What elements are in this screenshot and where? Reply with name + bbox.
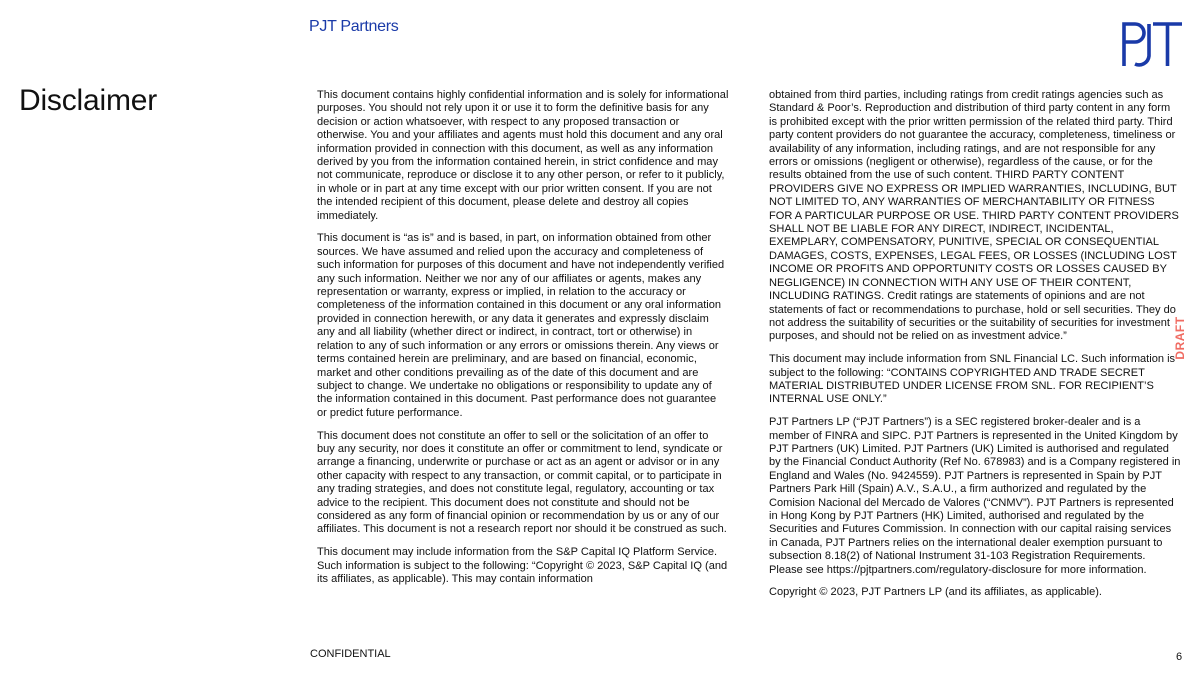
disclaimer-paragraph: PJT Partners LP (“PJT Partners”) is a SEC registered broker-dealer and is a member of FINRA and SIPC. PJT Partners is represented in the United Kingdom by PJT Partners (UK) Limited. PJT Partners (UK) Limited is authorised and regulated by the Financial Conduct Authority (Ref No. 678983) and is a Company registered in England and Wales (No. 9424559). PJT Partners is represented in Spain by PJT Partners Park Hill (Spain) A.V., S.A.U., a firm authorized and regulated by the Comision Nacional del Mercado de Valores (“CNMV”). PJT Partners is represented in Hong Kong by PJT Partners (HK) Limited, authorised and regulated by the Securities and Futures Commission. In connection with our capital raising services in Canada, PJT Partners relies on the international dealer exemption pursuant to subsection 8.18(2) of National Instrument 31-103 Registration Requirements. Please see https://pjtpartners.com/regulatory-disclosure for more information. bbox=[769, 416, 1181, 576]
draft-watermark: DRAFT bbox=[1173, 316, 1187, 360]
disclaimer-paragraph: This document does not constitute an offer to sell or the solicitation of an offer to buy any security, nor does it constitute an offer or commitment to lend, syndicate or arrange a financing, underwrite or purchase or act as an agent or advisor or in any other capacity with respect to any transaction, or commit capital, or to participate in any trading strategies, and does not constitute legal, regulatory, accounting or tax advice to the recipient. This document does not constitute and should not be considered as any form of financial opinion or recommendation by us or any of our affiliates. This document is not a research report nor should it be construed as such. bbox=[317, 429, 727, 536]
disclaimer-paragraph: This document contains highly confidential information and is solely for informational purposes. You should not rely upon it or use it to form the definitive basis for any decision or action whatsoever, with respect to any proposed transaction or otherwise. You and your affiliates and agents must hold this document and any oral information provided in connection with this document, as well as any information derived by you from the information contained herein, in strict confidence and may not communicate, reproduce or disclose it to any other person, or refer to it publicly, in whole or in part at any time except with our prior written consent. If you are not the intended recipient of this document, please delete and destroy all copies immediately. bbox=[317, 89, 729, 222]
disclaimer-column-right bbox=[769, 89, 1181, 609]
disclaimer-paragraph: This document is “as is” and is based, in part, on information obtained from other sources. We have assumed and relied upon the accuracy and completeness of such information for purposes of this document and have not independently verified any such information. Neither we nor any of our affiliates or agents, makes any representation or warranty, express or implied, in relation to the accuracy or completeness of the information contained in this document or any oral information provided in connection herewith, or any data it generates and expressly disclaim any and all liability (whether direct or indirect, in contract, tort or otherwise) in relation to any of such information or any errors or omissions therein. Any views or terms contained herein are preliminary, and are based on financial, economic, market and other conditions prevailing as of the date of this document and are subject to change. We undertake no obligations or responsibility to update any of the information contained in this document. Past performance does not guarantee or predict future performance. bbox=[317, 232, 725, 419]
disclaimer-paragraph: Copyright © 2023, PJT Partners LP (and its affiliates, as applicable). bbox=[769, 586, 1102, 599]
disclaimer-paragraph: This document may include information from the S&P Capital IQ Platform Service. Such information is subject to the following: “Copyright © 2023, S&P Capital IQ (and its affiliates, as applicable). This may contain information bbox=[317, 546, 728, 585]
page-title: Disclaimer bbox=[19, 84, 158, 117]
disclaimer-column-left bbox=[317, 89, 729, 596]
disclaimer-paragraph: This document may include information from SNL Financial LC. Such information is subject to the following: “CONTAINS COPYRIGHTED AND TRADE SECRET MATERIAL DISTRIBUTED UNDER LICENSE FROM SNL. FOR RECIPIENT’S INTERNAL USE ONLY.” bbox=[769, 353, 1176, 406]
confidential-label: CONFIDENTIAL bbox=[310, 648, 391, 660]
page-number: 6 bbox=[1176, 651, 1183, 663]
pjt-logo-icon bbox=[1121, 20, 1185, 68]
brand-header: PJT Partners bbox=[309, 18, 399, 35]
disclaimer-paragraph: obtained from third parties, including ratings from credit ratings agencies such as Standard & Poor’s. Reproduction and distribution of third party content in any form is prohibited except with the prior written permission of the related third party. Third party content providers do not guarantee the accuracy, completeness, timeliness or availability of any information, including ratings, and are not responsible for any errors or omissions (negligent or otherwise), regardless of the cause, or for the results obtained from the use of such content. THIRD PARTY CONTENT PROVIDERS GIVE NO EXPRESS OR IMPLIED WARRANTIES, INCLUDING, BUT NOT LIMITED TO, ANY WARRANTIES OF MERCHANTABILITY OR FITNESS FOR A PARTICULAR PURPOSE OR USE. THIRD PARTY CONTENT PROVIDERS SHALL NOT BE LIABLE FOR ANY DIRECT, INDIRECT, INCIDENTAL, EXEMPLARY, COMPENSATORY, PUNITIVE, SPECIAL OR CONSEQUENTIAL DAMAGES, COSTS, EXPENSES, LEGAL FEES, OR LOSSES (INCLUDING LOST INCOME OR PROFITS AND OPPORTUNITY COSTS OR LOSSES CAUSED BY NEGLIGENCE) IN CONNECTION WITH ANY USE OF THEIR CONTENT, INCLUDING RATINGS. Credit ratings are statements of opinions and are not statements of fact or recommendations to purchase, hold or sell securities. They do not address the suitability of securities or the suitability of securities for investment purposes, and should not be relied on as investment advice.” bbox=[769, 89, 1179, 343]
